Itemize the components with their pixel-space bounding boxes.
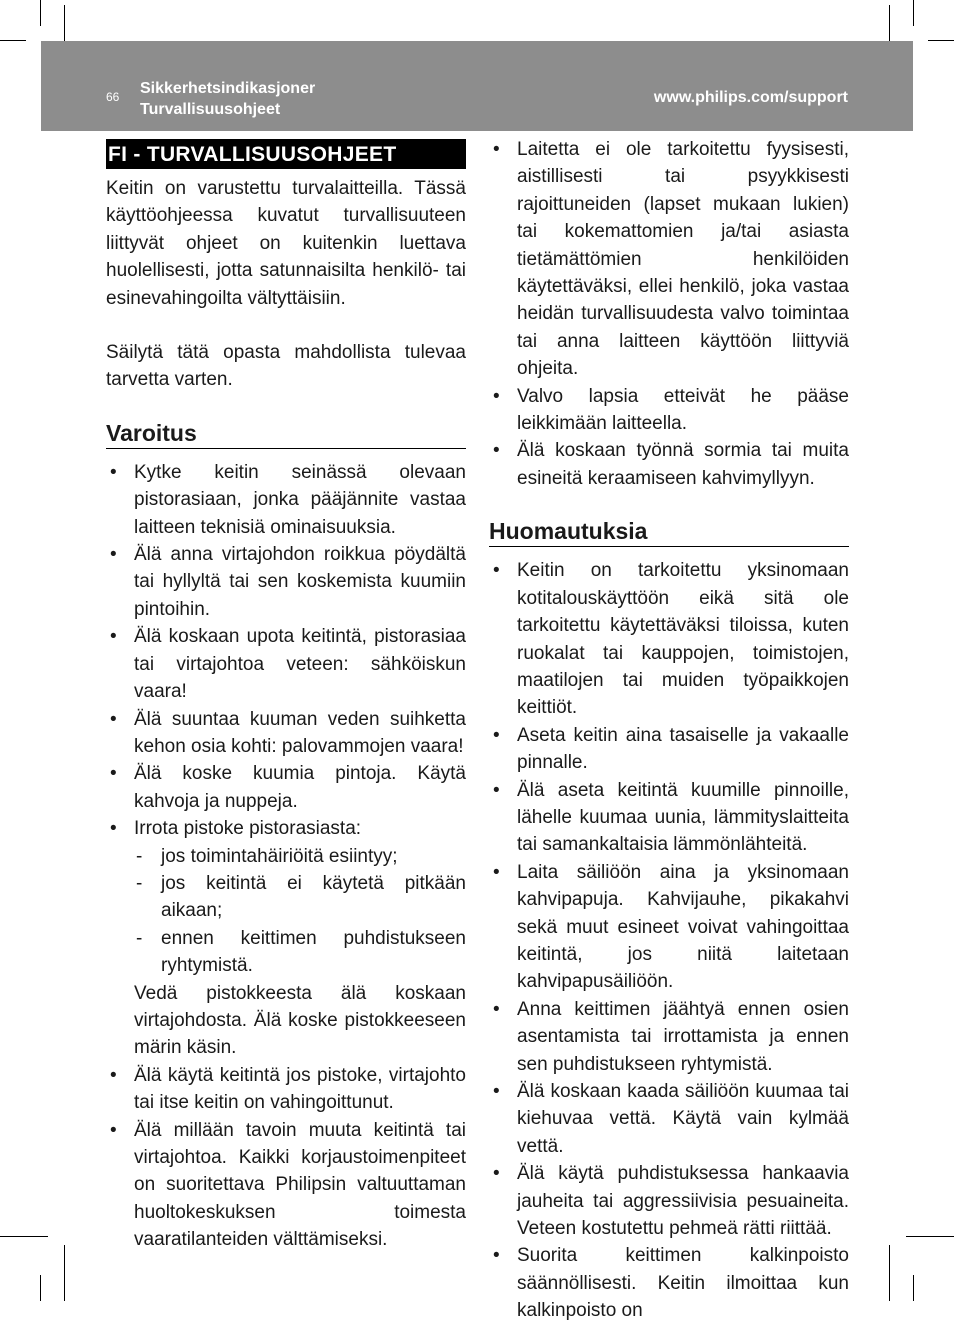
intro-paragraph: Säilytä tätä opasta mahdollista tulevaa tarvetta varten. [106,342,466,391]
sub-list-item: - jos keitintä ei käytetä pitkään aikaan; [134,870,466,925]
list-item: • Älä millään tavoin muuta keitintä tai virtajohtoa. Kaikki korjaustoimenpiteet on suoritettava Philipsin valtuuttaman huoltokeskuksen toimesta vaaratilanteiden välttämiseksi. [106,1117,466,1254]
warning-list-continued [489,136,849,492]
list-item [106,815,466,1062]
header-section-titles [140,78,315,120]
sub-list-item: - ennen keittimen puhdistukseen ryhtymistä. [134,925,466,980]
crop-mark [40,1275,41,1301]
crop-mark [928,40,954,41]
list-item: • Älä koskaan työnnä sormia tai muita esineitä keraamiseen kahvimyllyyn. [489,437,849,492]
list-item: • Anna keittimen jäähtyä ennen osien asentamista tai irrottamista ja ennen sen puhdistukseen ryhtymistä. [489,996,849,1078]
list-item: • Valvo lapsia etteivät he pääse leikkimään laitteella. [489,383,849,438]
list-item: • Älä aseta keitintä kuumille pinnoille, lähelle kuumaa uunia, lämmityslaitteita tai samankaltaisia lämmönlähteitä. [489,777,849,859]
crop-mark [0,40,26,41]
left-column [106,136,466,1254]
header-section-line1: Sikkerhetsindikasjoner [140,80,316,97]
crop-mark [0,1236,48,1237]
right-column [489,136,849,1325]
notes-heading: Huomautuksia [489,517,849,547]
notes-list [489,557,849,1324]
list-item: • Laita säiliöön aina ja yksinomaan kahvipapuja. Kahvijauhe, pikakahvi sekä muut esineet voivat vahingoittaa keitintä, jos niitä laitetaan kahvipapusäiliöön. [489,859,849,996]
sub-list-item: - jos toimintahäiriöitä esiintyy; [134,843,466,870]
header-section-line2: Turvallisuusohjeet [140,101,281,118]
unplug-item-label: • Irrota pistoke pistorasiasta: [134,818,362,840]
list-item: • Älä koske kuumia pintoja. Käytä kahvoja ja nuppeja. [106,760,466,815]
list-item: • Laitetta ei ole tarkoitettu fyysisesti, aistillisesti tai psyykkisesti rajoittuneiden (lapset mukaan lukien) tai kokemattomien ja/tai asiasta tietämättömien henkilöiden käytettäväksi, ellei henkilö, joka vastaa heidän turvallisuudesta valvo toimintaa tai anna laitteen käyttöön liittyviä ohjeita. [489,136,849,383]
crop-mark [913,0,914,26]
intro-paragraph: Keitin on varustettu turvalaitteilla. Tässä käyttöohjeessa kuvatut turvallisuuteen liittyvät ohjeet on kuitenkin luettava huolellisesti, jotta satunnaisilta henkilö- tai esinevahingoilta vältyttäisiin. [106,178,466,309]
page-title: FI - TURVALLISUUSOHJEET [106,139,466,169]
list-item: • Suorita keittimen kalkinpoisto säännöllisesti. Keitin ilmoittaa kun kalkinpoisto on [489,1242,849,1324]
crop-mark [889,1245,890,1301]
crop-mark [906,1236,954,1237]
list-item: • Kytke keitin seinässä olevaan pistorasiaan, jonka pääjännite vastaa laitteen teknisiä ominaisuuksia. [106,459,466,541]
warning-heading: Varoitus [106,419,466,449]
list-item: • Älä suuntaa kuuman veden suihketta kehon osia kohti: palovammojen vaara! [106,706,466,761]
warning-list [106,459,466,1254]
crop-mark [40,0,41,26]
list-item: • Älä käytä keitintä jos pistoke, virtajohto tai itse keitin on vahingoittunut. [106,1062,466,1117]
page-number: 66 [106,90,120,104]
list-item: • Keitin on tarkoitettu yksinomaan kotitalouskäyttöön eikä sitä ole tarkoitettu käytettäväksi tiloissa, kuten ruokalat tai kauppojen, toimistojen, maatilojen tai muiden työpaikkojen keittiöt. [489,557,849,721]
crop-mark [64,1245,65,1301]
header-url: www.philips.com/support [653,89,848,106]
crop-mark [913,1275,914,1301]
unplug-sublist [134,843,466,980]
list-item: • Älä anna virtajohdon roikkua pöydältä tai hyllyltä tai sen koskemista kuumiin pintoihin. [106,541,466,623]
unplug-note: Vedä pistokkeesta älä koskaan virtajohdosta. Älä koske pistokkeeseen märin käsin. [134,982,466,1059]
list-item: • Aseta keitin aina tasaiselle ja vakaalle pinnalle. [489,722,849,777]
list-item: • Älä koskaan kaada säiliöön kuumaa tai kiehuvaa vettä. Käytä vain kylmää vettä. [489,1078,849,1160]
list-item: • Älä koskaan upota keitintä, pistorasiaa tai virtajohtoa veteen: sähköiskun vaara! [106,623,466,705]
list-item: • Älä käytä puhdistuksessa hankaavia jauheita tai aggressiivisia pesuaineita. Veteen kostutettu pehmeä rätti riittää. [489,1160,849,1242]
